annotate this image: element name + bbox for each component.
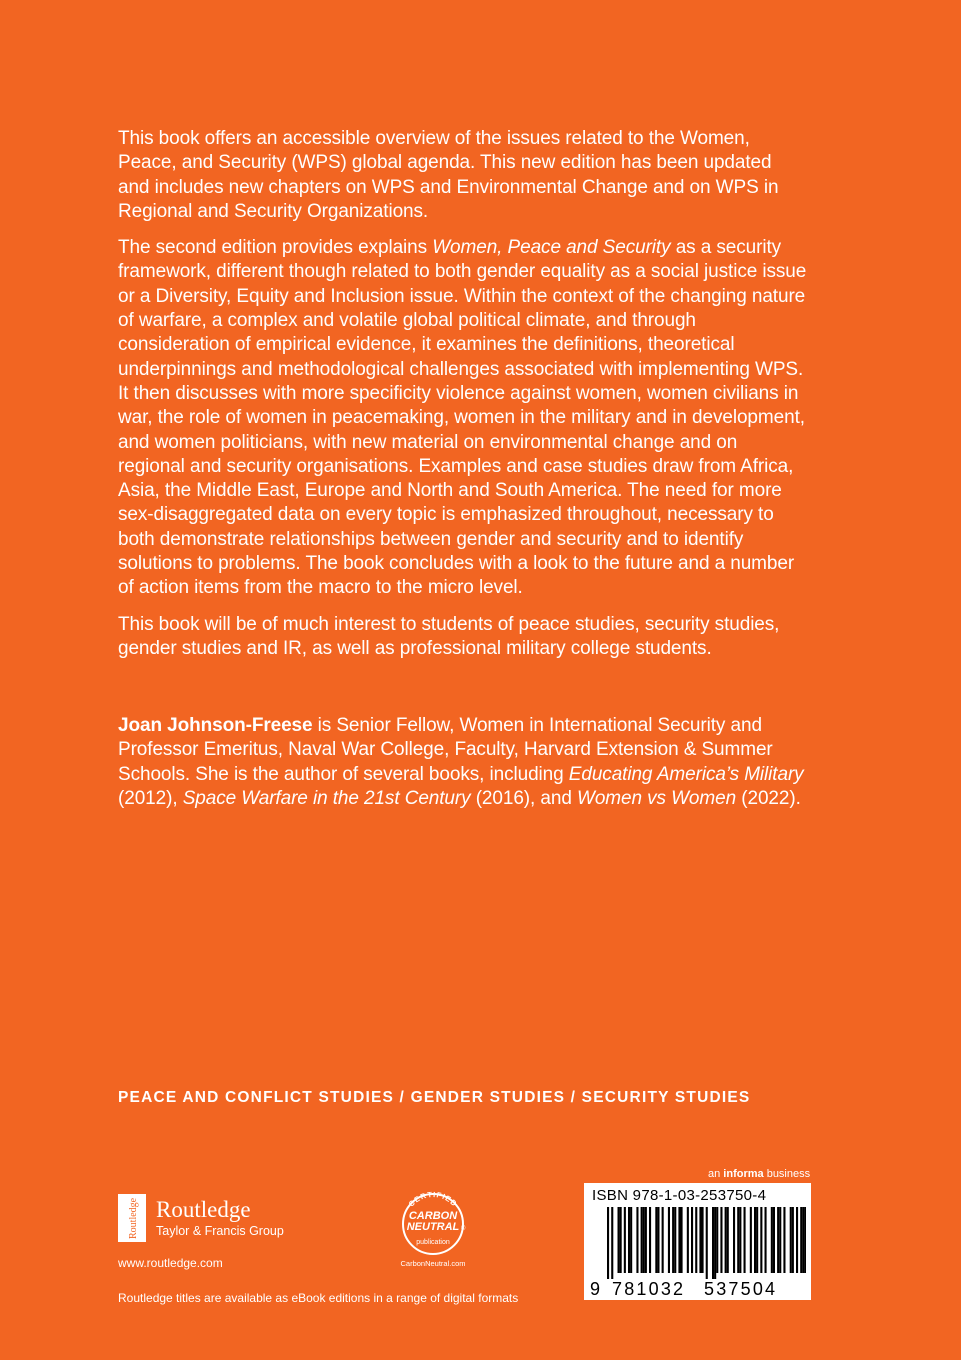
parent-company xyxy=(708,1168,810,1180)
badge-registered-mark: ® xyxy=(461,1226,466,1232)
badge-website: CarbonNeutral.com xyxy=(400,1259,466,1268)
barcode-bar xyxy=(714,1207,716,1279)
barcode-bar xyxy=(725,1207,727,1273)
barcode-bar xyxy=(739,1207,741,1273)
barcode-bar xyxy=(712,1207,714,1279)
badge-certified: CERTIFIED xyxy=(406,1189,460,1209)
isbn-right-digits: 537504 xyxy=(704,1279,778,1299)
barcode-bar xyxy=(760,1207,762,1273)
barcode-bar xyxy=(800,1207,802,1273)
barcode-bar xyxy=(773,1207,775,1273)
barcode-bar xyxy=(754,1207,756,1273)
subject-categories: PEACE AND CONFLICT STUDIES / GENDER STUDIES / SECURITY STUDIES xyxy=(118,1089,751,1106)
barcode-bar xyxy=(756,1207,758,1273)
barcode-bar xyxy=(657,1207,659,1273)
barcode-bar xyxy=(802,1207,804,1273)
barcode-bar xyxy=(641,1207,643,1273)
barcode-icon xyxy=(589,1207,806,1279)
isbn-left-digits: 781032 xyxy=(612,1279,686,1299)
barcode-bar xyxy=(674,1207,676,1273)
description-p2-intro: The second edition provides explains xyxy=(118,237,433,259)
publisher-group: Taylor & Francis Group xyxy=(156,1224,284,1238)
bio-book-1: Educating America’s Military xyxy=(568,763,804,785)
barcode-bar xyxy=(687,1207,689,1273)
bio-book-2: Space Warfare in the 21st Century xyxy=(182,787,471,809)
barcode-bar xyxy=(783,1207,785,1273)
barcode-bar xyxy=(695,1207,697,1273)
barcode-bar xyxy=(737,1207,739,1273)
barcode-bar xyxy=(779,1207,781,1273)
barcode-bar xyxy=(628,1207,630,1273)
barcode-bar xyxy=(636,1207,638,1273)
barcode-bar xyxy=(655,1207,657,1273)
barcode-bar xyxy=(643,1207,645,1273)
description-paragraph-1: This book offers an accessible overview of the issues related to the Women, Peace, and Security (WPS) global agenda. This new edition has been updated and includes new chapters on WPS and Environmental Change and on WPS in Regional and Security Organizations. xyxy=(118,128,779,222)
barcode-bar xyxy=(733,1207,735,1273)
barcode-bar xyxy=(720,1207,722,1273)
barcode-bar xyxy=(624,1207,626,1273)
bio-book-3: Women vs Women xyxy=(576,787,737,809)
barcode-bar xyxy=(620,1207,622,1273)
barcode-bar xyxy=(727,1207,729,1273)
barcode-bar xyxy=(804,1207,806,1273)
isbn-label: ISBN 978-1-03-253750-4 xyxy=(592,1187,767,1204)
badge-neutral: NEUTRAL xyxy=(406,1221,460,1233)
barcode-bar xyxy=(607,1207,609,1279)
badge-carbon: CARBON xyxy=(408,1210,458,1222)
parent-company-suffix: business xyxy=(763,1168,811,1180)
book-description xyxy=(118,127,808,673)
routledge-vertical-mark: Routledge xyxy=(128,1197,139,1239)
barcode-bar xyxy=(699,1207,701,1273)
barcode-bar xyxy=(771,1207,773,1273)
author-name: Joan Johnson-Freese xyxy=(118,715,313,736)
barcode-bar xyxy=(668,1207,670,1273)
parent-company-name: informa xyxy=(723,1168,764,1180)
barcode-bar xyxy=(706,1207,708,1279)
bio-text-3: (2016), and xyxy=(470,787,577,809)
barcode-bar xyxy=(681,1207,683,1273)
publisher-name: Routledge xyxy=(156,1197,251,1222)
isbn-barcode xyxy=(584,1183,811,1300)
author-bio-paragraph xyxy=(118,714,808,811)
barcode-bar xyxy=(630,1207,632,1273)
publisher-website: www.routledge.com xyxy=(118,1256,223,1270)
barcode-bar xyxy=(618,1207,620,1273)
svg-text:CERTIFIED xyxy=(407,1190,460,1209)
ebook-note: Routledge titles are available as eBook editions in a range of digital formats xyxy=(118,1291,519,1305)
barcode-bar xyxy=(702,1207,704,1273)
barcode-bar xyxy=(611,1207,613,1279)
barcode-bar xyxy=(662,1207,664,1273)
bio-text-1: is Senior Fellow, Women in International Security and Professor Emeritus, Naval War College, Faculty, Harvard Extension & Summer Schools. She is the author of several books, including xyxy=(118,715,773,785)
barcode-bar xyxy=(796,1207,798,1273)
author-bio xyxy=(118,714,808,823)
barcode-bar xyxy=(649,1207,651,1273)
routledge-logo xyxy=(118,1194,318,1244)
carbon-neutral-icon xyxy=(386,1180,480,1272)
bio-text-4: (2022). xyxy=(736,787,801,809)
description-p2-body: as a security framework, different though related to both gender equality as a social justice issue or a Diversity, Equity and Inclusion issue. Within the context of the changing nature of warfare, a complex and volatile global political climate, and through consideration of empirical evidence, it examines the definitions, theoretical underpinnings and methodological challenges associated with implementing WPS. It then discusses with more specificity violence against women, women civilians in war, the role of women in peacemaking, women in the military and in development, and women politicians, with new material on environmental change and on regional and security organisations. Examples and case studies draw from Africa, Asia, the Middle East, Europe and North and South America. The need for more sex-disaggregated data on every topic is emphasized throughout, necessary to both demonstrate relationships between gender and security and to identify solutions to problems. The book concludes with a look to the future and a number of action items from the macro to the micro level. xyxy=(118,237,807,599)
barcode-bar xyxy=(645,1207,647,1273)
barcode-bar xyxy=(765,1207,767,1273)
barcode-bar xyxy=(790,1207,792,1273)
barcode-bar xyxy=(777,1207,779,1273)
badge-publication: publication xyxy=(416,1239,450,1246)
barcode-bar xyxy=(672,1207,674,1273)
barcode-bar xyxy=(691,1207,693,1273)
book-title-italic: Women, Peace and Security xyxy=(432,237,671,259)
description-paragraph-2 xyxy=(118,236,808,600)
barcode-bar xyxy=(678,1207,680,1273)
carbon-neutral-badge xyxy=(386,1180,480,1272)
routledge-logo-icon xyxy=(118,1194,146,1242)
description-paragraph-3: This book will be of much interest to students of peace studies, security studies, gender studies and IR, as well as professional military college students. xyxy=(118,613,780,659)
isbn-first-digit: 9 xyxy=(590,1279,603,1299)
bio-text-2: (2012), xyxy=(118,787,183,809)
barcode-bar xyxy=(750,1207,752,1273)
barcode-bar xyxy=(744,1207,746,1273)
parent-company-prefix: an xyxy=(708,1168,724,1180)
barcode-bar xyxy=(792,1207,794,1273)
barcode-bar xyxy=(716,1207,718,1273)
